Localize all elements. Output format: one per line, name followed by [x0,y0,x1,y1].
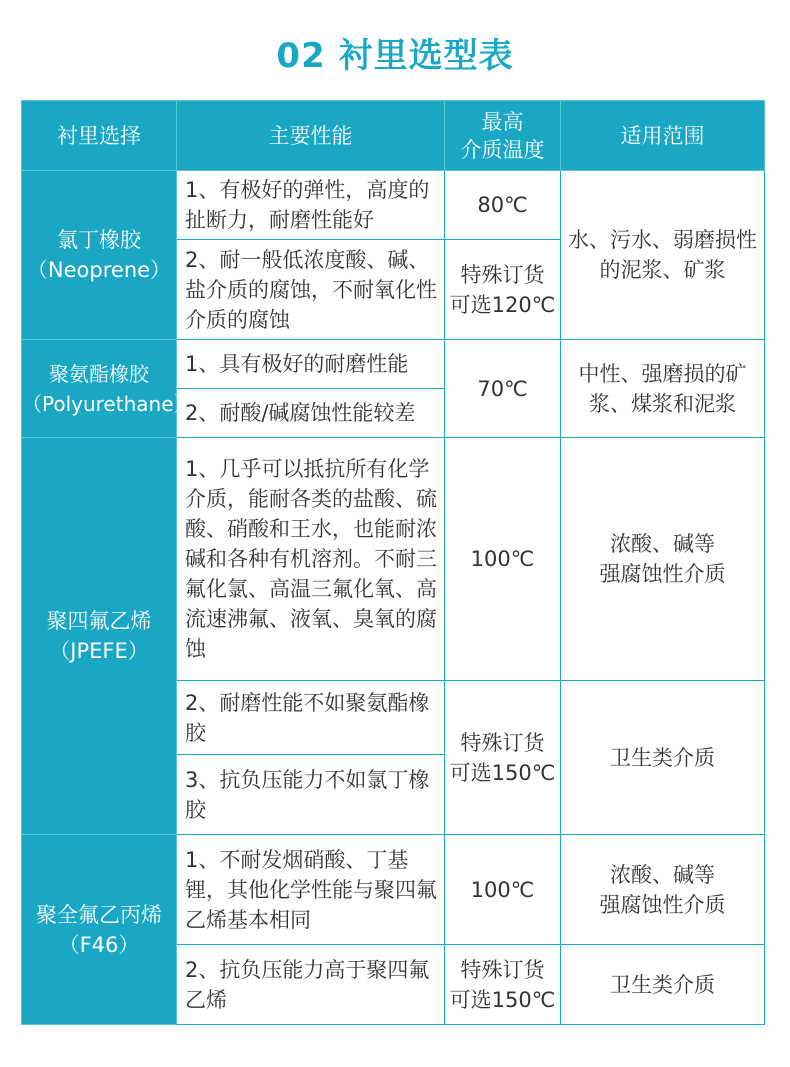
performance-cell: 1、具有极好的耐磨性能 [177,340,445,389]
lining-cell [22,438,177,835]
lining-cell [22,340,194,438]
performance-cell: 2、抗负压能力高于聚四氟乙烯 [177,945,445,1025]
performance-cell: 1、不耐发烟硝酸、丁基锂，其他化学性能与聚四氟乙烯基本相同 [177,835,445,945]
temp-text: 特殊订货 可选150℃ [449,730,556,785]
use-cell: 卫生类介质 [561,681,765,835]
temp-text: 特殊订货 可选150℃ [449,957,556,1012]
performance-cell: 3、抗负压能力不如氯丁橡胶 [177,755,445,835]
performance-cell: 2、耐磨性能不如聚氨酯橡胶 [177,681,445,755]
temp-cell [445,681,561,835]
temp-cell: 100℃ [445,835,561,945]
performance-cell: 1、几乎可以抵抗所有化学介质，能耐各类的盐酸、硫酸、硝酸和王水，也能耐浓碱和各种有机溶剂。不耐三氟化氯、高温三氟化氧、高流速沸氟、液氧、臭氧的腐蚀 [177,438,445,681]
header-lining: 衬里选择 [22,101,177,171]
lining-selection-table [21,100,765,1025]
use-cell [561,438,765,681]
performance-cell: 2、耐一般低浓度酸、碱、盐介质的腐蚀，不耐氧化性介质的腐蚀 [177,240,445,340]
use-cell [561,835,765,945]
performance-cell: 1、有极好的弹性，高度的扯断力，耐磨性能好 [177,171,445,240]
table-row [22,438,765,681]
temp-cell: 70℃ [445,340,561,438]
temp-cell: 100℃ [445,438,561,681]
use-text: 浓酸、碱等 强腐蚀性介质 [599,862,726,917]
temp-cell [445,240,561,340]
header-use: 适用范围 [561,101,765,171]
header-temp-text: 最高 介质温度 [460,109,545,162]
temp-cell [445,945,561,1025]
use-cell: 卫生类介质 [561,945,765,1025]
lining-text: 聚氨酯橡胶 （Polyurethane） [22,361,194,416]
page-title: 02 衬里选型表 [276,36,514,76]
lining-text: 聚四氟乙烯 （JPEFE） [46,609,152,663]
header-temp [445,101,561,171]
table-header-row [22,101,765,171]
table-row [22,835,765,945]
use-cell: 中性、强磨损的矿浆、煤浆和泥浆 [561,340,765,438]
table-row [22,340,765,389]
performance-cell: 2、耐酸/碱腐蚀性能较差 [177,389,445,438]
lining-cell [22,835,177,1025]
use-text: 浓酸、碱等 强腐蚀性介质 [599,532,726,586]
lining-cell [22,171,177,340]
lining-text: 聚全氟乙丙烯 （F46） [36,902,162,957]
temp-text: 80℃ [477,193,528,217]
use-cell: 水、污水、弱磨损性的泥浆、矿浆 [561,171,765,340]
temp-cell [445,171,561,240]
lining-text: 氯丁橡胶 （Neoprene） [26,228,172,282]
table-row [22,171,765,240]
temp-text: 特殊订货 可选120℃ [449,262,556,317]
header-performance: 主要性能 [177,101,445,171]
